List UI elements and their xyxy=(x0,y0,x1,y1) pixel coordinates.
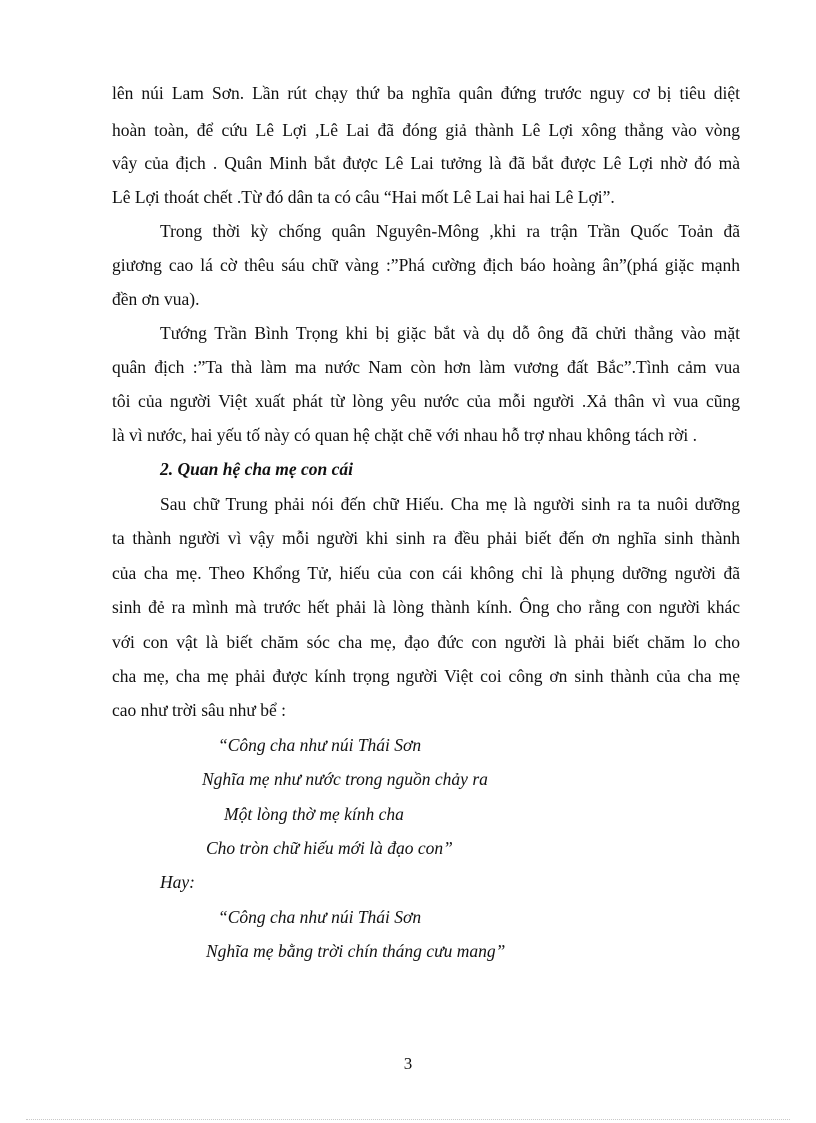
paragraph-line: Tướng Trần Bình Trọng khi bị giặc bắt và dụ dỗ ông đã chửi thẳng vào mặt xyxy=(160,323,740,343)
paragraph-line: lên núi Lam Sơn. Lần rút chạy thứ ba nghĩa quân đứng trước nguy cơ bị tiêu diệt xyxy=(112,83,740,103)
paragraph-line: của cha mẹ. Theo Khổng Tử, hiếu của con cái không chỉ là phụng dưỡng người đã xyxy=(112,563,740,583)
paragraph-line: cao như trời sâu như bể : xyxy=(112,700,287,720)
paragraph-line: ta thành người vì vậy mỗi người khi sinh ra đều phải biết đến ơn nghĩa sinh thành xyxy=(112,528,740,548)
page-number: 3 xyxy=(403,1054,413,1073)
paragraph-line: sinh đẻ ra mình mà trước hết phải là lòng thành kính. Ông cho rằng con người khác xyxy=(112,597,740,617)
paragraph-line: giương cao lá cờ thêu sáu chữ vàng :”Phá cường địch báo hoàng ân”(phá giặc mạnh xyxy=(112,255,740,275)
verse-line: Cho tròn chữ hiếu mới là đạo con” xyxy=(206,838,453,858)
verse-line: “Công cha như núi Thái Sơn xyxy=(218,907,422,927)
paragraph-line: vây của địch . Quân Minh bắt được Lê Lai tưởng là đã bắt được Lê Lợi nhờ đó mà xyxy=(112,153,740,173)
paragraph-line: cha mẹ, cha mẹ phải được kính trọng người Việt coi công ơn sinh thành của cha mẹ xyxy=(112,666,740,686)
paragraph-line: quân địch :”Ta thà làm ma nước Nam còn hơn làm vương đất Bắc”.Tình cảm vua xyxy=(112,357,740,377)
hay-label: Hay: xyxy=(160,872,195,892)
paragraph-line: Sau chữ Trung phải nói đến chữ Hiếu. Cha mẹ là người sinh ra ta nuôi dưỡng xyxy=(160,494,740,514)
paragraph-line: tôi của người Việt xuất phát từ lòng yêu nước của mỗi người .Xả thân vì vua cũng xyxy=(112,391,740,411)
paragraph-line: là vì nước, hai yếu tố này có quan hệ chặt chẽ với nhau hỗ trợ nhau không tách rời . xyxy=(112,425,697,445)
paragraph-line: với con vật là biết chăm sóc cha mẹ, đạo đức con người là phải biết chăm lo cho xyxy=(112,632,740,652)
verse-line: Nghĩa mẹ bằng trời chín tháng cưu mang” xyxy=(206,941,506,961)
paragraph-line: Lê Lợi thoát chết .Từ đó dân ta có câu “Hai mốt Lê Lai hai hai Lê Lợi”. xyxy=(112,187,615,207)
paragraph-line: hoàn toàn, để cứu Lê Lợi ,Lê Lai đã đóng giả thành Lê Lợi xông thẳng vào vòng xyxy=(112,120,740,140)
verse-line: Nghĩa mẹ như nước trong nguồn chảy ra xyxy=(202,769,488,789)
page-bottom-divider xyxy=(26,1119,790,1120)
section-heading: 2. Quan hệ cha mẹ con cái xyxy=(160,459,353,479)
paragraph-line: Trong thời kỳ chống quân Nguyên-Mông ,khi ra trận Trần Quốc Toản đã xyxy=(160,221,740,241)
verse-line: Một lòng thờ mẹ kính cha xyxy=(224,804,404,824)
verse-line: “Công cha như núi Thái Sơn xyxy=(218,735,422,755)
paragraph-line: đền ơn vua). xyxy=(112,289,200,309)
